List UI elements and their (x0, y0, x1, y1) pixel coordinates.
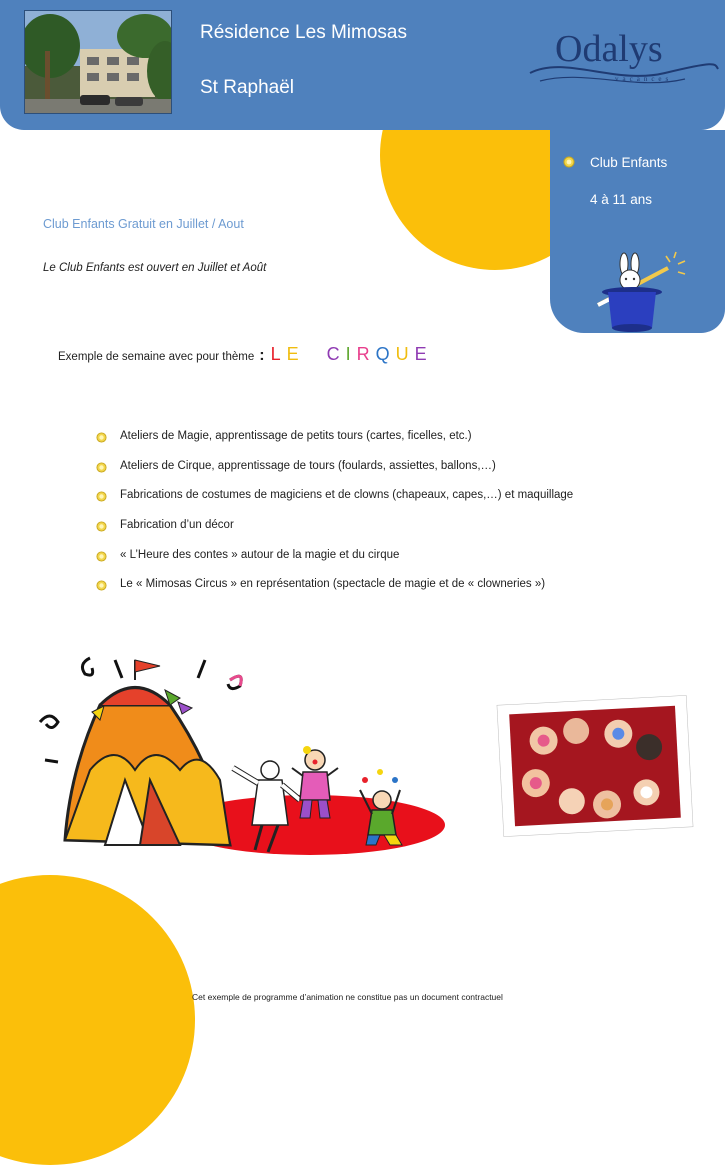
children-face-painting-photo (497, 695, 694, 837)
bullet-sun-icon (563, 156, 575, 168)
theme-le-cirque (271, 344, 433, 365)
club-open-intro: Le Club Enfants est ouvert en Juillet et Août (43, 262, 267, 274)
bullet-sun-icon (96, 462, 107, 473)
theme-letter: U (395, 344, 415, 364)
age-range-label: 4 à 11 ans (590, 192, 653, 207)
theme-letter: L (270, 344, 287, 364)
activity-item (96, 578, 573, 608)
circus-illustration (30, 650, 450, 860)
bullet-sun-icon (96, 551, 107, 562)
theme-letter: E (286, 344, 305, 364)
activity-text: Fabrications de costumes de magiciens et de clowns (chapeaux, capes,…) et maquillage (120, 489, 574, 502)
activity-text: Le « Mimosas Circus » en représentation (spectacle de magie et de « clowneries ») (120, 578, 546, 591)
logo-subtext: vacances (615, 75, 673, 83)
activity-text: Ateliers de Magie, apprentissage de petits tours (cartes, ficelles, etc.) (120, 430, 472, 442)
activity-item (96, 549, 573, 579)
bullet-sun-icon (96, 432, 107, 443)
theme-prefix: Exemple de semaine avec pour thème (58, 351, 255, 363)
theme-letter: C (326, 344, 346, 364)
odalys-logo (525, 25, 720, 95)
theme-letter (305, 344, 327, 364)
theme-letter: I (345, 344, 357, 364)
bullet-sun-icon (96, 521, 107, 532)
residence-title: Résidence Les Mimosas (200, 22, 407, 43)
residence-photo (24, 10, 172, 114)
activity-text: « L’Heure des contes » autour de la magie et du cirque (120, 548, 400, 561)
theme-line (58, 344, 433, 365)
activity-item (96, 489, 573, 519)
activities-list (96, 430, 573, 608)
logo-text: Odalys (555, 28, 663, 70)
theme-colon: : (259, 347, 265, 364)
magic-hat-rabbit-icon (590, 250, 690, 335)
activity-item (96, 519, 573, 549)
activity-text: Ateliers de Cirque, apprentissage de tours (foulards, assiettes, ballons,…) (120, 459, 496, 472)
theme-letter: Q (375, 344, 396, 364)
activity-item (96, 460, 573, 490)
theme-letter: E (414, 344, 433, 364)
decorative-sun-circle-bottom (0, 875, 195, 1165)
club-enfants-label: Club Enfants (590, 155, 668, 170)
footer-disclaimer: Cet exemple de programme d’animation ne constitue pas un document contractuel (192, 992, 503, 1002)
bullet-sun-icon (96, 580, 107, 591)
location-title: St Raphaël (200, 77, 295, 98)
activity-item (96, 430, 573, 460)
club-free-heading: Club Enfants Gratuit en Juillet / Aout (43, 217, 244, 231)
circus-tent (65, 660, 230, 845)
activity-text: Fabrication d’un décor (120, 519, 234, 532)
bullet-sun-icon (96, 491, 107, 502)
theme-letter: R (356, 344, 376, 364)
